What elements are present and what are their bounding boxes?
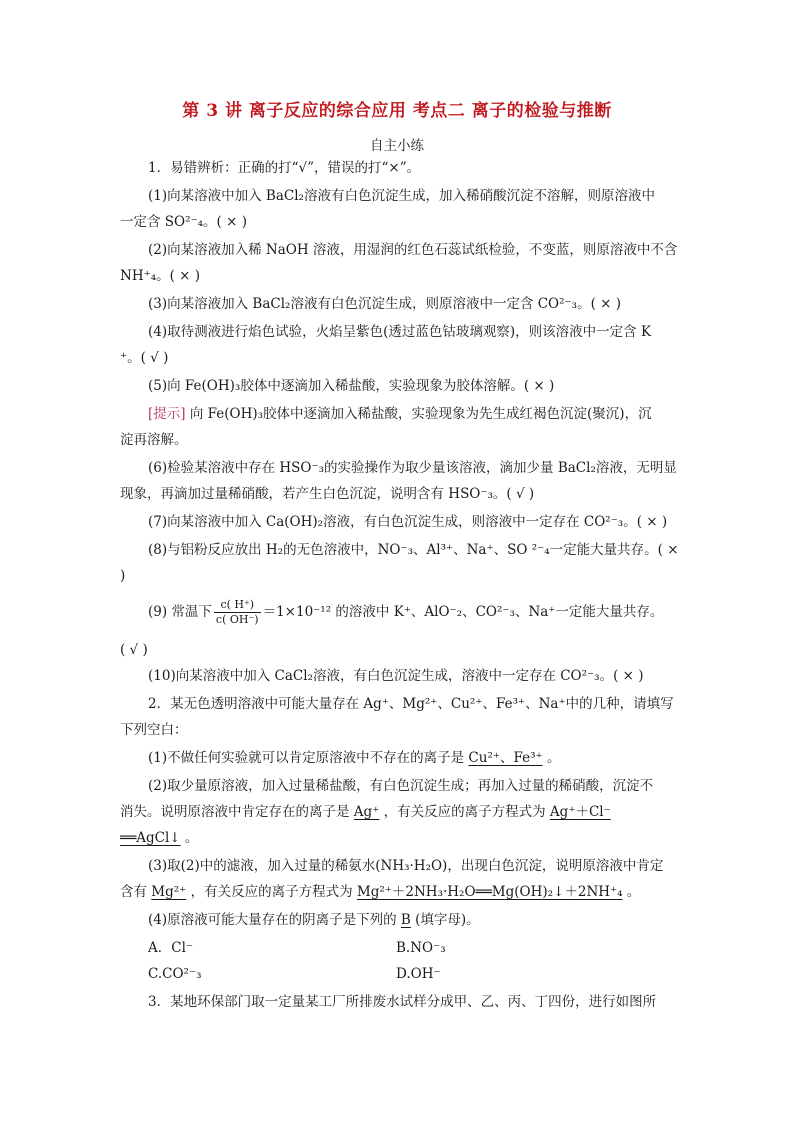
q1-7: (7)向某溶液中加入 Ca(OH)₂溶液，有白色沉淀生成，则溶液中一定存在 CO²⁻₃。( × )	[148, 514, 668, 530]
hint-text: 向 Fe(OH)₃胶体中逐滴加入稀盐酸，实验现象为先生成红褐色沉淀(聚沉)，沉	[189, 406, 652, 422]
q9-numerator: c( H⁺)	[214, 598, 261, 613]
q1-2-line2: NH⁺₄。( × )	[120, 268, 201, 284]
q1-8-line2: )	[120, 568, 126, 584]
q2-2-line3	[120, 828, 680, 848]
q2-1-text: (1)不做任何实验就可以肯定原溶液中不存在的离子是	[148, 750, 465, 766]
q1-5: (5)向 Fe(OH)₃胶体中逐滴加入稀盐酸，实验现象为胶体溶解。( × )	[148, 378, 555, 394]
q1-9-line2: ( √ )	[120, 642, 148, 658]
q1-4-line2: ⁺。( √ )	[120, 350, 169, 366]
q1-4-line1: (4)取待测液进行焰色试验，火焰呈紫色(透过蓝色钴玻璃观察)，则该溶液中一定含 K	[148, 324, 652, 340]
q1-6-line1: (6)检验某溶液中存在 HSO⁻₃的实验操作为取少量该溶液，滴加少量 BaCl₂溶液，无明显	[148, 460, 677, 476]
q2-3-text2: ，有关反应的离子方程式为	[190, 884, 353, 900]
q2-stem-line1: 2．某无色透明溶液中可能大量存在 Ag⁺、Mg²⁺、Cu²⁺、Fe³⁺、Na⁺中的几种，请填写	[148, 696, 674, 712]
q2-2-line2	[120, 802, 680, 822]
q2-2-line1: (2)取少量原溶液，加入过量稀盐酸，有白色沉淀生成；再加入过量的稀硝酸，沉淀不	[148, 778, 654, 794]
q2-3-line2	[120, 882, 680, 902]
q2-2-end: 。	[184, 830, 199, 846]
q2-3-equation: Mg²⁺＋2NH₃·H₂O══Mg(OH)₂↓＋2NH⁺₄	[356, 884, 623, 900]
q1-8-line1: (8)与铝粉反应放出 H₂的无色溶液中，NO⁻₃、Al³⁺、Na⁺、SO ²⁻₄一定能大量共存。( ×	[148, 542, 679, 558]
option-d: D.OH⁻	[396, 966, 441, 982]
hint-line1	[148, 404, 680, 424]
q2-stem-line2: 下列空白：	[120, 722, 188, 738]
q2-2-answer: Ag⁺	[353, 804, 380, 820]
q2-4-end: (填字母)。	[415, 912, 480, 928]
q2-1-answer: Cu²⁺、Fe³⁺	[468, 750, 543, 766]
q1-stem: 1．易错辨析：正确的打“√”，错误的打“×”。	[148, 160, 421, 176]
q2-4-answer: B	[400, 912, 411, 928]
q2-2-equation-part1: Ag⁺＋Cl⁻	[549, 804, 611, 820]
section-subtitle: 自主小练	[370, 138, 424, 154]
q3-stem: 3．某地环保部门取一定量某工厂所排废水试样分成甲、乙、丙、丁四份，进行如图所	[148, 994, 657, 1010]
q2-3-text: 含有	[120, 884, 147, 900]
options-row1	[148, 938, 680, 958]
q1-10: (10)向某溶液中加入 CaCl₂溶液，有白色沉淀生成，溶液中一定存在 CO²⁻₃。( × )	[148, 668, 644, 684]
q2-4	[148, 910, 680, 930]
q9-denominator: c( OH⁻)	[215, 613, 259, 626]
q1-9-line1	[148, 596, 680, 636]
options-row2	[148, 964, 680, 984]
page-title: 第 3 讲 离子反应的综合应用 考点二 离子的检验与推断	[182, 101, 612, 121]
q2-3-end: 。	[626, 884, 641, 900]
q2-1-end: 。	[546, 750, 561, 766]
option-b: B.NO⁻₃	[396, 940, 446, 956]
q1-1-line1: (1)向某溶液中加入 BaCl₂溶液有白色沉淀生成，加入稀硝酸沉淀不溶解，则原溶液中	[148, 188, 655, 204]
hint-label: [提示]	[148, 406, 186, 422]
q2-3-answer: Mg²⁺	[151, 884, 187, 900]
option-c: C.CO²⁻₃	[148, 966, 202, 982]
q2-3-line1: (3)取(2)中的滤液，加入过量的稀氨水(NH₃·H₂O)，出现白色沉淀，说明原溶液中肯定	[148, 858, 664, 874]
q1-3: (3)向某溶液加入 BaCl₂溶液有白色沉淀生成，则原溶液中一定含 CO²⁻₃。( × )	[148, 296, 622, 312]
hint-line2: 淀再溶解。	[120, 432, 188, 448]
q2-2-text: 消失。说明原溶液中肯定存在的离子是	[120, 804, 350, 820]
q9-fraction	[214, 598, 261, 627]
option-a: A．Cl⁻	[148, 940, 194, 956]
q2-2-equation-part2: ══AgCl↓	[120, 830, 181, 846]
q2-1	[148, 748, 680, 768]
q9-prefix: (9) 常温下	[148, 604, 212, 620]
q1-2-line1: (2)向某溶液加入稀 NaOH 溶液，用湿润的红色石蕊试纸检验，不变蓝，则原溶液中不含	[148, 242, 678, 258]
q9-rest: 的溶液中 K⁺、AlO⁻₂、CO²⁻₃、Na⁺一定能大量共存。	[335, 604, 664, 620]
q2-4-text: (4)原溶液可能大量存在的阴离子是下列的	[148, 912, 397, 928]
q1-6-line2: 现象，再滴加过量稀硝酸，若产生白色沉淀，说明含有 HSO⁻₃。( √ )	[120, 486, 535, 502]
q9-mid: ＝1×10⁻¹²	[262, 604, 336, 620]
q1-1-line2: 一定含 SO²⁻₄。( × )	[120, 214, 247, 230]
q2-2-text2: ，有关反应的离子方程式为	[383, 804, 546, 820]
